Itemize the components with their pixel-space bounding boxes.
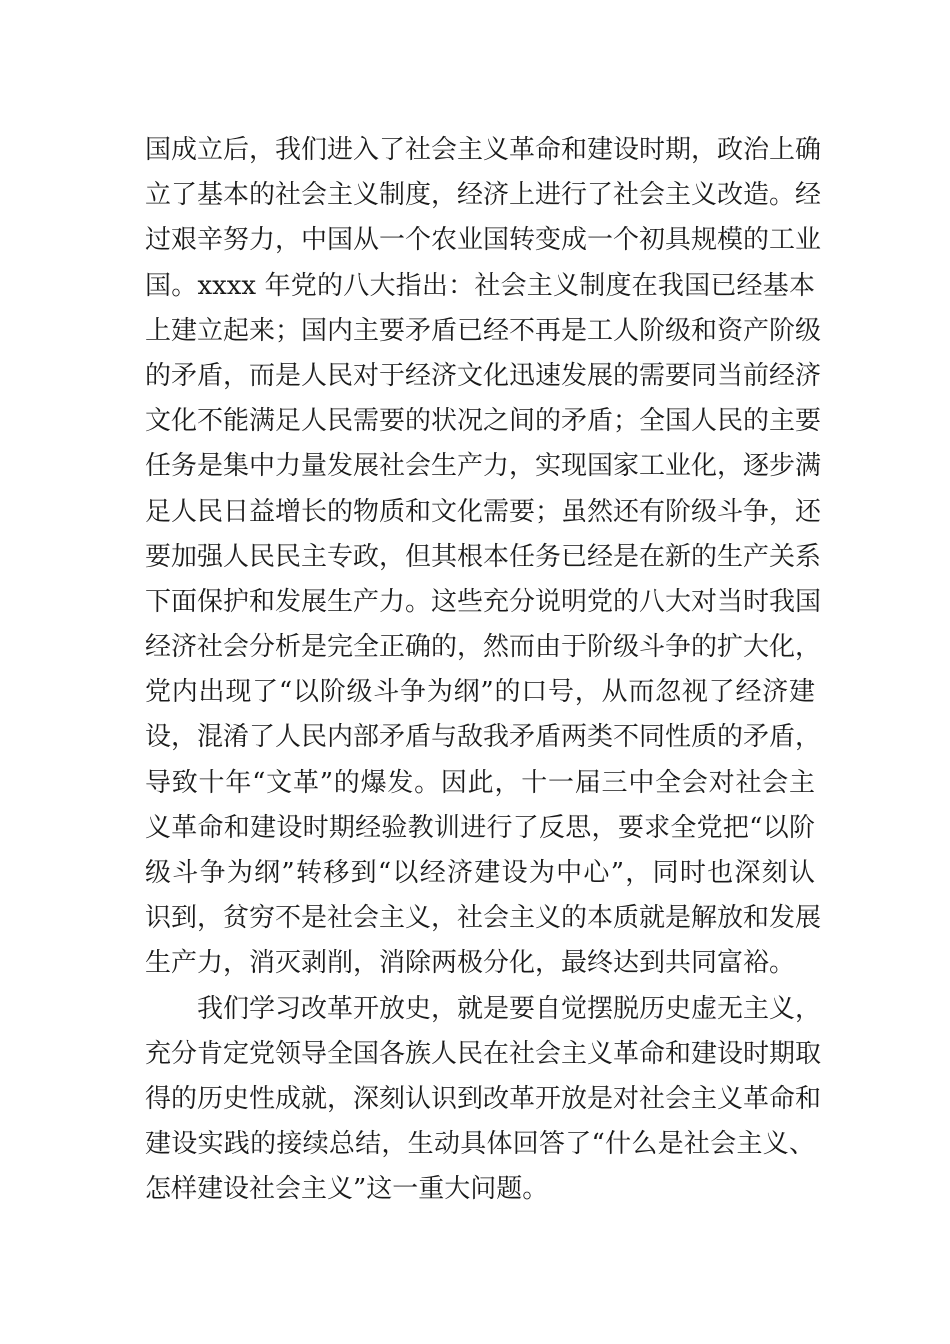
paragraph-1 xyxy=(145,128,822,987)
text-line: 的矛盾，而是人民对于经济文化迅速发展的需要同当前经济 xyxy=(145,360,822,391)
text-line: 导致十年“文革”的爆发。因此，十一届三中全会对社会主 xyxy=(145,767,815,798)
text-line: 国成立后，我们进入了社会主义革命和建设时期，政治上确 xyxy=(145,135,822,165)
text-line: 经济社会分析是完全正确的，然而由于阶级斗争的扩大化， xyxy=(145,632,822,663)
text-line: 上建立起来；国内主要矛盾已经不再是工人阶级和资产阶级 xyxy=(145,315,822,346)
text-line: 国。xxxx 年党的八大指出：社会主义制度在我国已经基本 xyxy=(145,270,815,301)
text-line: 生产力，消灭剥削，消除两极分化，最终达到共同富裕。 xyxy=(145,948,796,979)
text-line: 建设实践的接续总结，生动具体回答了“什么是社会主义、 xyxy=(145,1129,815,1160)
text-line: 足人民日益增长的物质和文化需要；虽然还有阶级斗争，还 xyxy=(145,496,822,527)
text-line: 设，混淆了人民内部矛盾与敌我矛盾两类不同性质的矛盾， xyxy=(145,722,822,753)
text-line: 过艰辛努力，中国从一个农业国转变成一个初具规模的工业 xyxy=(145,225,822,256)
text-line: 党内出现了“以阶级斗争为纲”的口号，从而忽视了经济建 xyxy=(145,677,815,708)
text-line: 级斗争为纲”转移到“以经济建设为中心”，同时也深刻认 xyxy=(145,858,815,888)
text-line: 任务是集中力量发展社会生产力，实现国家工业化，逐步满 xyxy=(145,451,822,482)
text-line: 文化不能满足人民需要的状况之间的矛盾；全国人民的主要 xyxy=(145,406,822,437)
text-line: 识到，贫穷不是社会主义，社会主义的本质就是解放和发展 xyxy=(145,903,822,934)
text-line: 怎样建设社会主义”这一重大问题。 xyxy=(145,1174,549,1205)
text-line: 要加强人民民主专政，但其根本任务已经是在新的生产关系 xyxy=(145,541,822,572)
text-line: 得的历史性成就，深刻认识到改革开放是对社会主义革命和 xyxy=(145,1083,822,1114)
text-line: 立了基本的社会主义制度，经济上进行了社会主义改造。经 xyxy=(145,180,822,211)
text-line: 我们学习改革开放史，就是要自觉摆脱历史虚无主义， xyxy=(197,993,822,1024)
body-text xyxy=(145,128,822,1213)
text-line: 充分肯定党领导全国各族人民在社会主义革命和建设时期取 xyxy=(145,1038,822,1069)
text-line: 义革命和建设时期经验教训进行了反思，要求全党把“以阶 xyxy=(145,812,815,843)
text-line: 下面保护和发展生产力。这些充分说明党的八大对当时我国 xyxy=(145,586,822,617)
paragraph-2 xyxy=(145,987,822,1213)
